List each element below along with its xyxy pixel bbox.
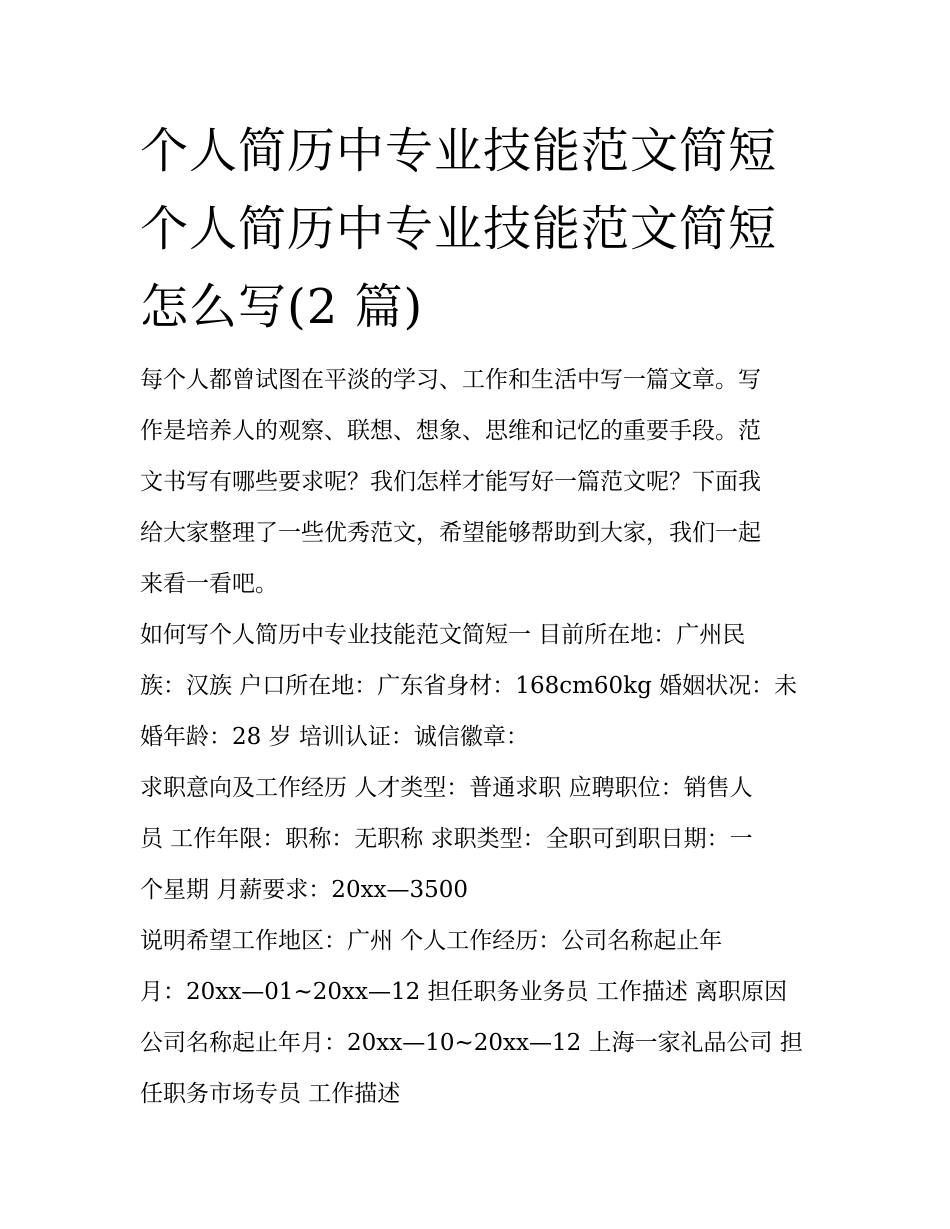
text-line: 文书写有哪些要求呢？我们怎样才能写好一篇范文呢？下面我	[140, 469, 761, 495]
work-history-paragraph	[140, 916, 820, 1120]
text-line: 公司名称起止年月：20xx—10~20xx—12 上海一家礼品公司 担	[140, 1030, 803, 1056]
title-line: 个人简历中专业技能范文简短	[140, 201, 778, 257]
text-line: 员 工作年限：职称：无职称 求职类型：全职可到职日期：一	[140, 826, 753, 852]
text-line: 任职务市场专员 工作描述	[140, 1081, 401, 1107]
text-line: 婚年龄：28 岁 培训认证：诚信徽章：	[140, 724, 529, 750]
job-intention-paragraph	[140, 763, 820, 916]
text-line: 来看一看吧。	[140, 571, 278, 597]
intro-paragraph	[140, 355, 820, 610]
text-line: 如何写个人简历中专业技能范文简短一 目前所在地：广州民	[140, 622, 746, 648]
text-line: 每个人都曾试图在平淡的学习、工作和生活中写一篇文章。写	[140, 367, 761, 393]
text-line: 给大家整理了一些优秀范文，希望能够帮助到大家，我们一起	[140, 520, 761, 546]
text-line: 求职意向及工作经历 人才类型：普通求职 应聘职位：销售人	[140, 775, 753, 801]
text-line: 族：汉族 户口所在地：广东省身材：168cm60kg 婚姻状况：未	[140, 673, 798, 699]
title-line: 个人简历中专业技能范文简短	[140, 123, 778, 179]
text-line: 个星期 月薪要求：20xx—3500	[140, 877, 469, 903]
title-line: 怎么写(2 篇)	[140, 279, 424, 335]
document-title	[140, 112, 820, 346]
personal-info-paragraph	[140, 610, 820, 763]
document-body	[140, 355, 820, 1120]
text-line: 月：20xx—01~20xx—12 担任职务业务员 工作描述 离职原因	[140, 979, 788, 1005]
text-line: 作是培养人的观察、联想、想象、思维和记忆的重要手段。范	[140, 418, 761, 444]
text-line: 说明希望工作地区：广州 个人工作经历：公司名称起止年	[140, 928, 723, 954]
